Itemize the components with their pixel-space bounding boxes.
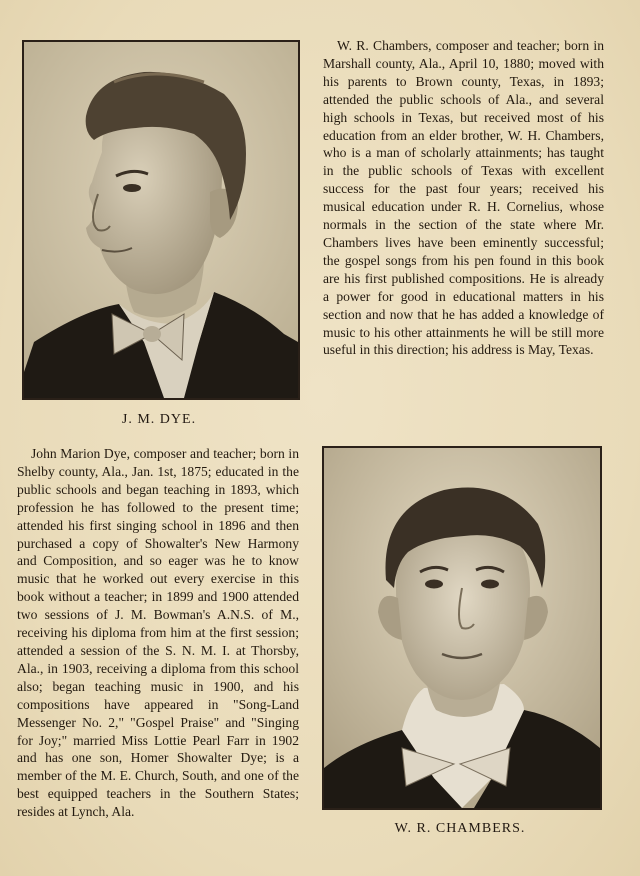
caption-dye: J. M. DYE.: [121, 412, 197, 427]
portrait-photo-chambers: [322, 446, 602, 810]
portrait-chambers-image: [324, 448, 600, 808]
portrait-dye-image: [24, 42, 298, 398]
portrait-photo-dye: [22, 40, 300, 400]
biography-dye: John Marion Dye, composer and teacher; born in Shelby county, Ala., Jan. 1st, 1875; educated in the public schools and began teaching in 1893, which profession he has followed to the present time; attended his first singing school in 1896 and then purchased a copy of Showalter's New Harmony and Composition, and so eager was he to know music that he worked out every exercise in this book without a teacher; in 1899 and 1900 attended two sessions of J. M. Bowman's A.N.S. of M., receiving his diploma from him at the first session; attended a session of the S. N. M. I. at Thorsby, Ala., in 1903, receiving a diploma from this school also; began teaching music in 1900, and his compositions have appeared in "Song-Land Messenger No. 2," "Gospel Praise" and "Singing for Joy;" married Miss Lottie Pearl Farr in 1902 and has one son, Homer Showalter Dye; is a member of the M. E. Church, South, and one of the best equipped teachers in the Southern States; resides at Lynch, Ala.: [17, 446, 299, 820]
caption-chambers: W. R. CHAMBERS.: [394, 821, 526, 836]
biography-chambers: W. R. Chambers, composer and teacher; born in Marshall county, Ala., April 10, 1880; moved with his parents to Brown county, Texas, in 1893; attended the public schools of Ala., and several high schools in Texas, but received most of his education from an elder brother, W. H. Chambers, who is a man of scholarly attainments; has taught in the public schools of Texas with excellent success for the past four years; received his musical education under R. H. Cornelius, whose normals in the section of the state where Mr. Chambers lives have been eminently successful; the gospel songs from his pen found in this book are his first published compositions. He is already a power for good in educational matters in his section and now that he has added a knowledge of music to his other attainments he will be still more useful in this direction; his address is May, Texas.: [323, 38, 604, 358]
